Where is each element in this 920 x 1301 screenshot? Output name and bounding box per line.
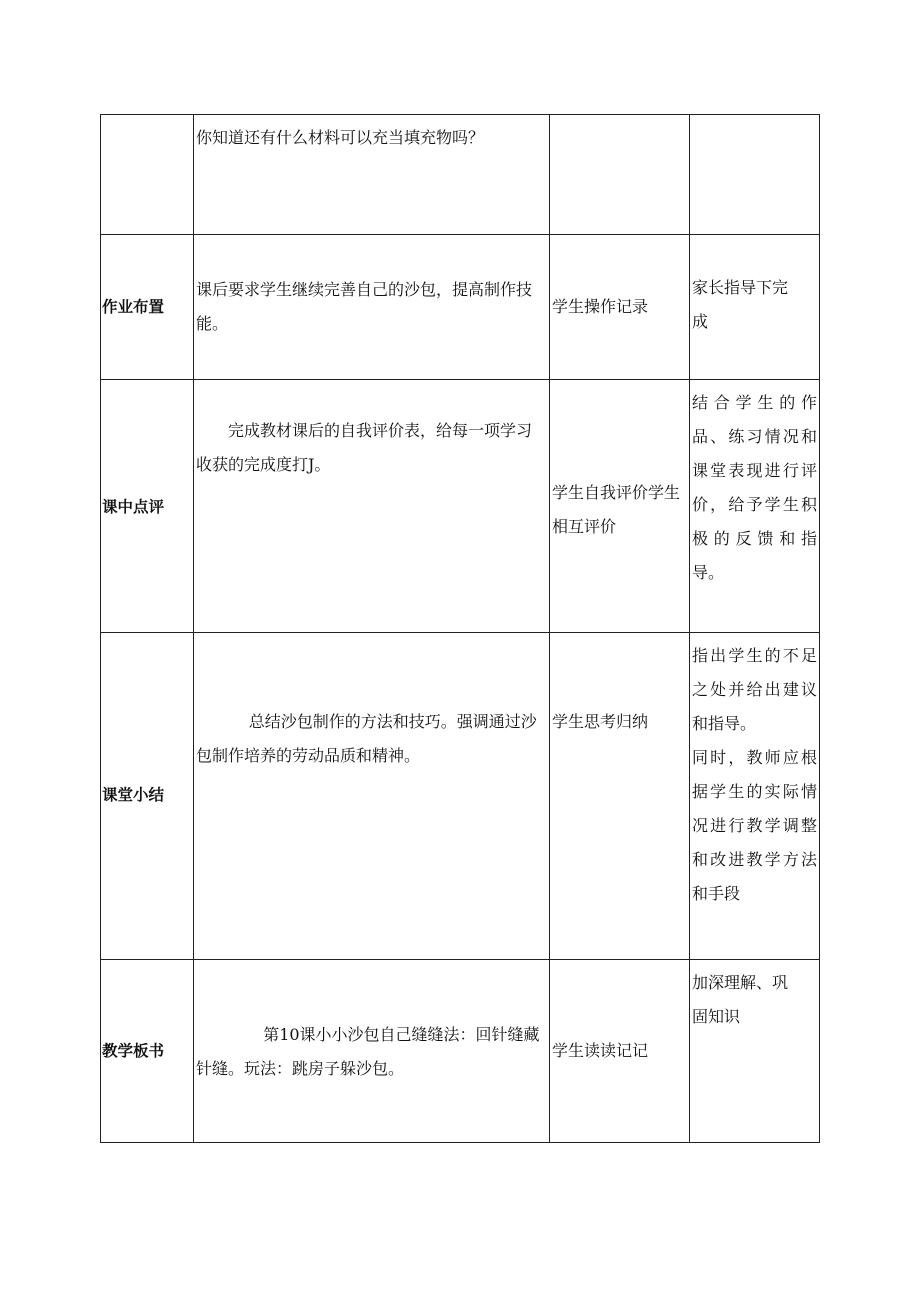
row-label: 课中点评 [102, 498, 165, 516]
row-content: 课后要求学生继续完善自己的沙包，提高制作技能。 [196, 280, 533, 333]
lesson-plan-table [100, 114, 820, 1143]
activity-cell [550, 633, 690, 960]
row-label-cell [101, 380, 194, 633]
row-content: 完成教材课后的自我评价表，给每一项学习收获的完成度打J。 [196, 421, 533, 474]
note-cell [690, 115, 820, 235]
row-activity: 学生读读记记 [552, 1041, 649, 1060]
table-row [101, 235, 820, 380]
row-content: 你知道还有什么材料可以充当填充物吗？ [196, 128, 485, 147]
row-content: 第10课小小沙包自己缝缝法：回针缝藏针缝。玩法：跳房子躲沙包。 [196, 1025, 540, 1078]
table-row [101, 380, 820, 633]
content-cell [194, 235, 550, 380]
content-cell [194, 115, 550, 235]
row-content: 总结沙包制作的方法和技巧。强调通过沙包制作培养的劳动品质和精神。 [196, 712, 537, 765]
activity-cell [550, 380, 690, 633]
note-cell [690, 960, 820, 1143]
row-note-extra: 同时，教师应根据学生的实际情况进行教学调整和改进教学方法和手段 [692, 748, 817, 903]
row-label-cell [101, 115, 194, 235]
activity-cell [550, 115, 690, 235]
row-note: 指出学生的不足之处并给出建议和指导。 [692, 646, 817, 733]
table-row [101, 633, 820, 960]
row-label: 作业布置 [102, 298, 165, 316]
content-cell [194, 960, 550, 1143]
row-note: 加深理解、巩固知识 [692, 973, 789, 1026]
note-cell [690, 633, 820, 960]
row-activity: 学生操作记录 [552, 297, 649, 316]
content-cell [194, 380, 550, 633]
row-activity: 学生思考归纳 [552, 712, 649, 731]
activity-cell [550, 960, 690, 1143]
activity-cell [550, 235, 690, 380]
row-label-cell [101, 235, 194, 380]
row-label-cell [101, 633, 194, 960]
row-note: 家长指导下完成 [692, 278, 789, 331]
row-label-cell [101, 960, 194, 1143]
content-cell [194, 633, 550, 960]
table-row [101, 960, 820, 1143]
row-note: 结合学生的作品、练习情况和课堂表现进行评价，给予学生积极的反馈和指导。 [692, 393, 817, 582]
row-label: 教学板书 [102, 1042, 165, 1060]
row-activity: 学生自我评价学生相互评价 [552, 483, 681, 536]
note-cell [690, 380, 820, 633]
table-row [101, 115, 820, 235]
note-cell [690, 235, 820, 380]
row-label: 课堂小结 [102, 786, 165, 804]
